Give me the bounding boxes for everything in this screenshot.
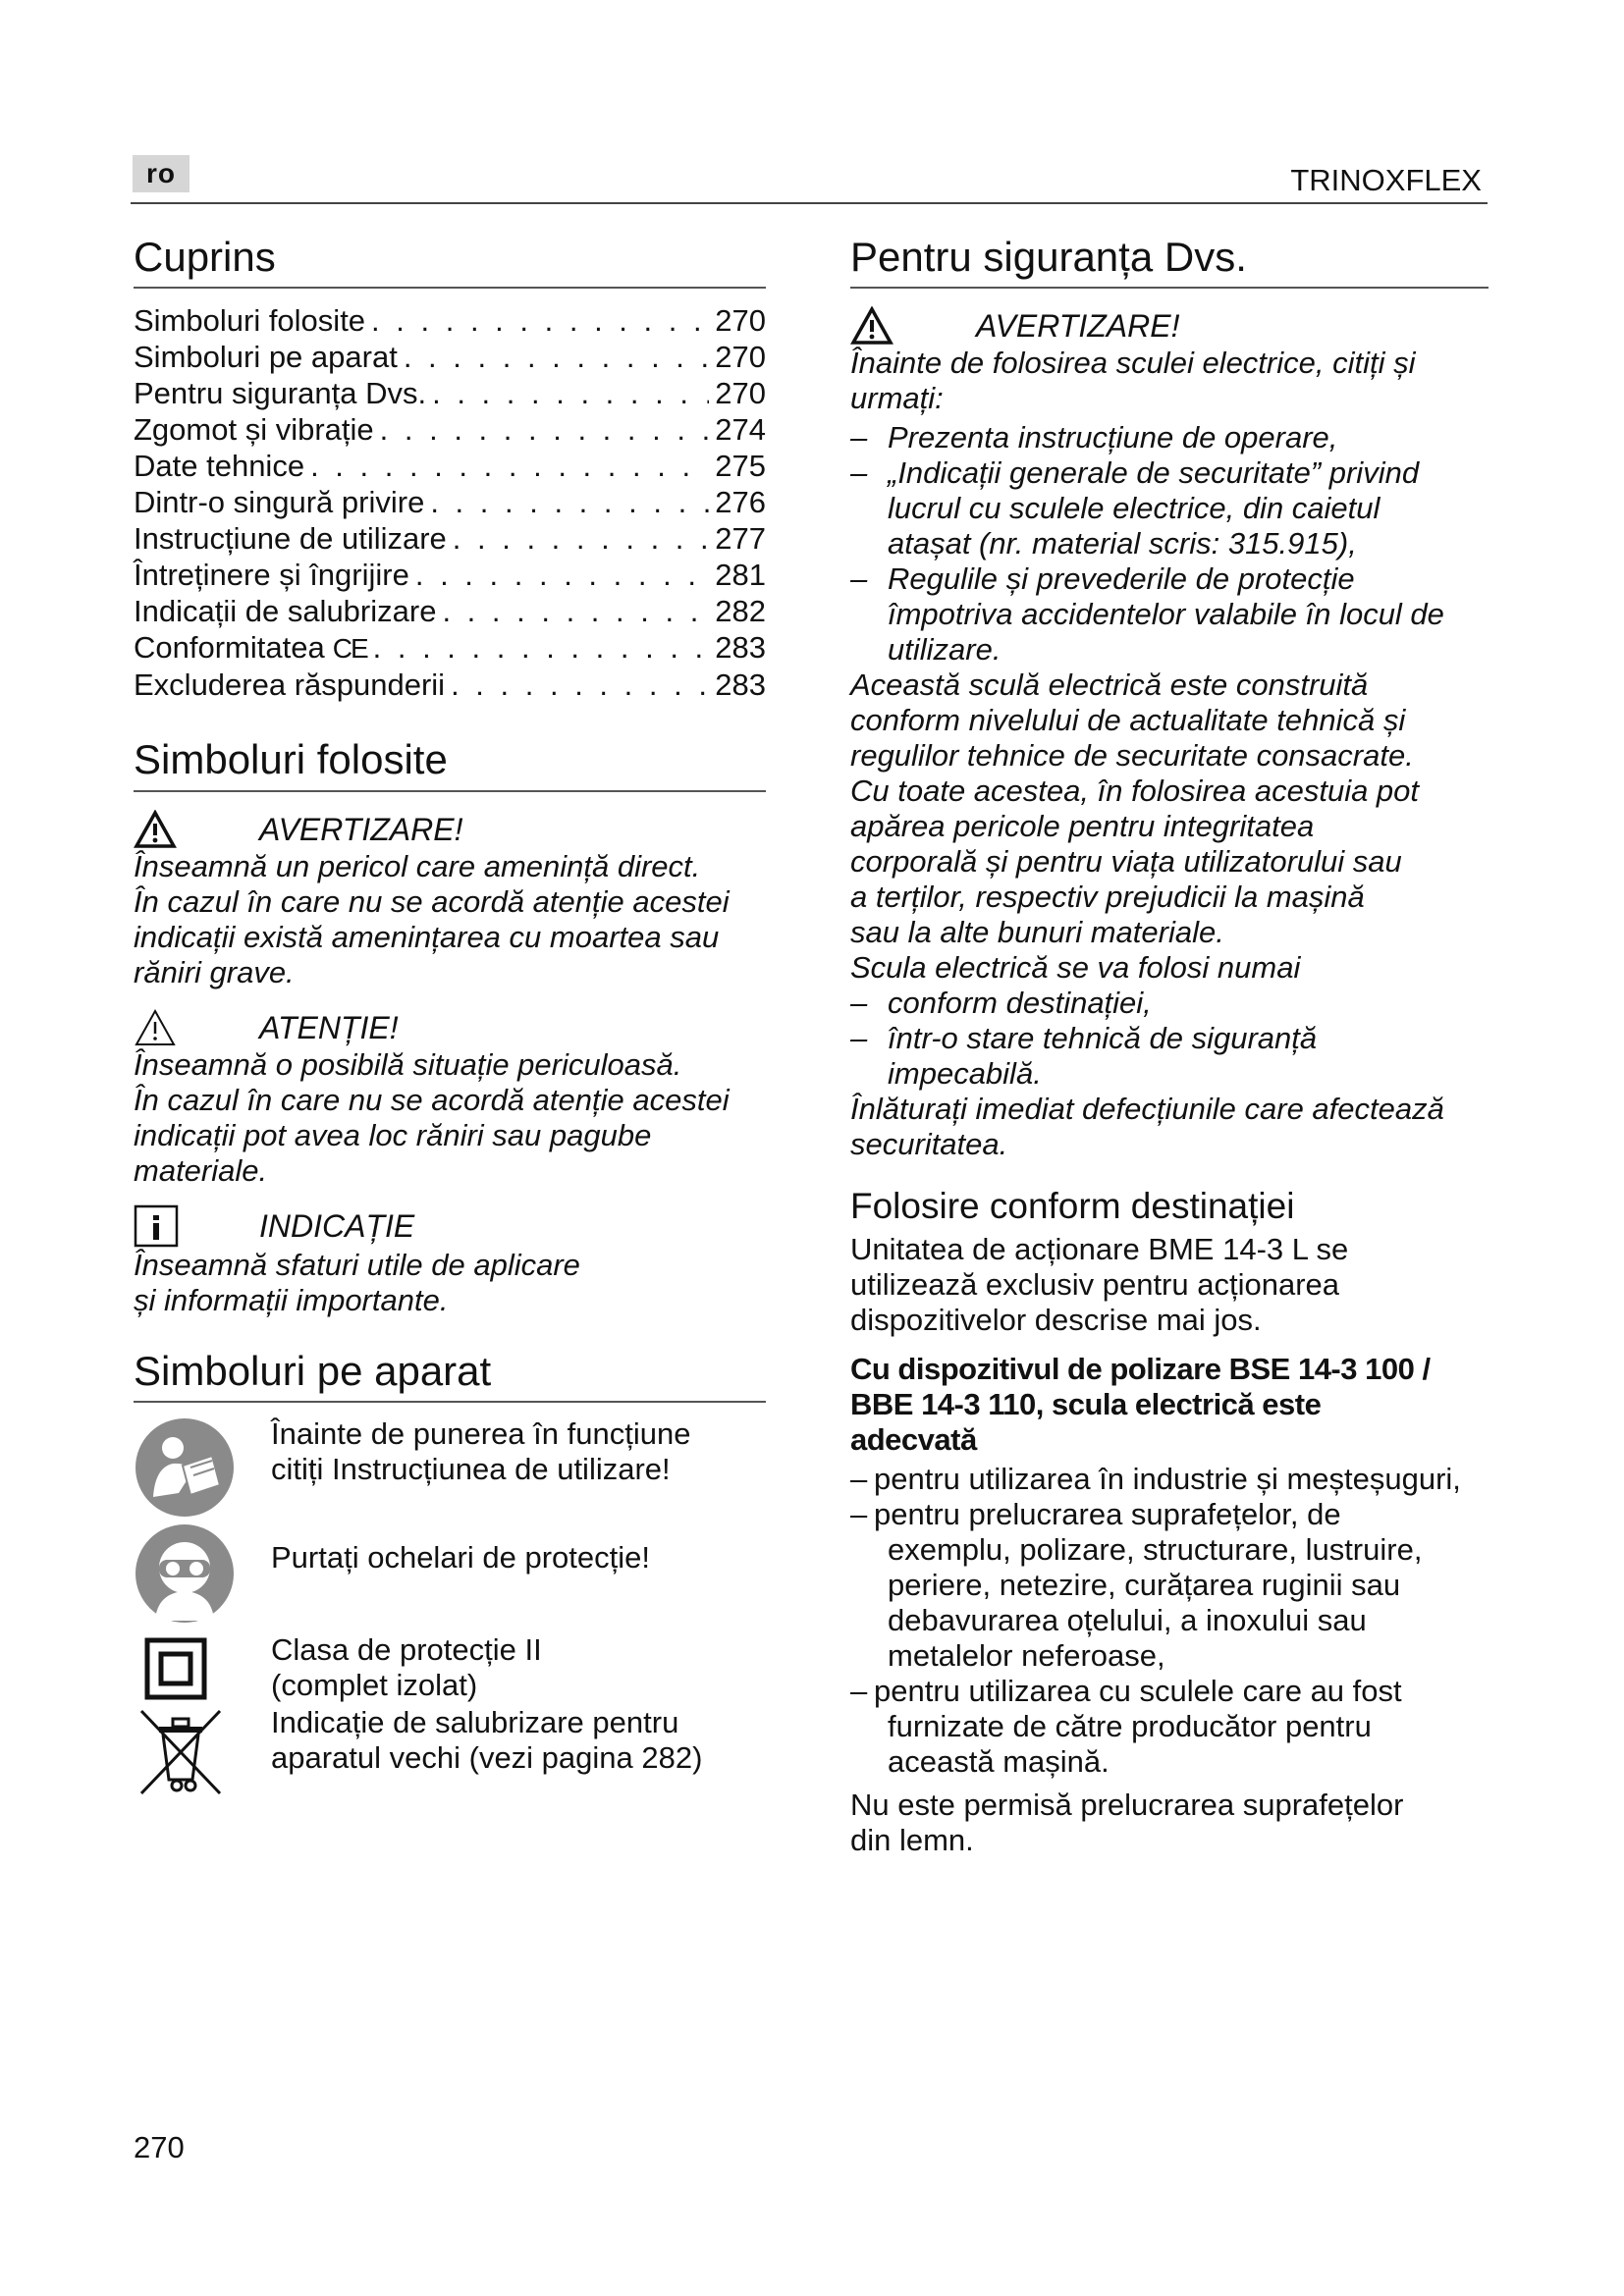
device-symbol-row: Indicație de salubrizare pentru aparatul vechi (vezi pagina 282) [134,1705,766,1799]
intended-use-subheading: Cu dispozitivul de polizare BSE 14-3 100 / BBE 14-3 110, scula electrică este adecvată [850,1351,1431,1457]
toc-entry[interactable]: Zgomot și vibrație . . . 274 [134,411,766,448]
note-block: INDICAȚIE Înseamnă sfaturi utile de aplicare și informații importante. [134,1204,766,1318]
caution-heading: ATENȚIE! [259,1009,399,1045]
toc-entry[interactable]: Dintr-o singură privire . . . 276 [134,484,766,520]
list-item: – Prezenta instrucțiune de operare, [850,420,1489,455]
safety-goggles-icon [134,1522,271,1625]
intended-use-title: Folosire conform destinației [850,1186,1295,1227]
toc-entry[interactable]: Conformitatea CE . . . 283 [134,629,766,667]
intended-use-list [850,1462,1489,1780]
toc-title: Cuprins [134,234,766,289]
page-number: 270 [134,2130,185,2164]
device-symbols-title: Simboluri pe aparat [134,1348,766,1403]
list-item: – Regulile și prevederile de protecție împotriva accidentelor valabile în locul de utilizare. [850,561,1489,667]
toc-entry[interactable]: Întreținere și îngrijire . . . 281 [134,557,766,593]
safety-paragraph: Această sculă electrică este construită conform nivelului de actualitate tehnică și regulilor tehnice de securitate consacrate. Cu toate acestea, în folosirea acestuia pot apărea pericole pentru integritatea corporală și pentru viața utilizatorului sau a terților, respectiv prejudicii la mașină sau la alte bunuri materiale. Scula electrică se va folosi numai [850,667,1420,986]
device-symbol-row: Purtați ochelari de protecție! [134,1522,766,1625]
left-column [134,234,766,1799]
list-item: – „Indicații generale de securitate” privind lucrul cu sculele electrice, din caietul atașat (nr. material scris: 315.915), [850,455,1489,561]
language-badge: ro [133,155,189,192]
table-of-contents [134,302,766,703]
header-divider [131,202,1488,204]
toc-entry[interactable]: Simboluri pe aparat . . . 270 [134,339,766,375]
read-manual-icon [134,1416,271,1519]
right-column: Pentru siguranța Dvs. AVERTIZARE! Înainte de folosirea sculei electrice, citiți și urmați: – Prezenta instrucțiune de operare, – „Indicații generale de securitate” privind lucrul cu sculele electrice, din caietul atașat (nr. material scris: 315.915), – Regulile și prevederile de protecție împotriva accidentelor valabile în locul de utilizare. Această sculă electrică este construită conform nivelului de actualitate tehnică și regulilor tehnice de securitate consacrate. Cu toate acestea, în folosirea acestuia pot apărea pericole pentru integritatea corporală și pentru viața utilizatorului sau a terților, respectiv prejudicii la mașină sau la alte bunuri materiale. Scula electrică se va folosi numai – conform destinației, – într-o stare tehnică de siguranță impecabilă. Înlăturați imediat defecțiunile care afectează securitatea. Folosire conform destinației Unitatea de acționare BME 14-3 L se utilizează exclusiv pentru acționarea dispozitivelor descrise mai jos. Cu dispozitivul de polizare BSE 14-3 100 / BBE 14-3 110, scula electrică este adecvată – pentru utilizarea în industrie și meșteșuguri, – pentru prelucrarea suprafețelor, de exemplu, polizare, structurare, lustruire, periere, netezire, curățarea ruginii sau debavurarea oțelului, a inoxului sau metalelor neferoase, – pentru utilizarea cu sculele care au fost furnizate de către producător pentru această mașină. Nu este permisă prelucrarea suprafețelor din lemn. [850,234,1489,1858]
list-item: – pentru utilizarea în industrie și meșteșuguri, [850,1462,1489,1497]
warning-triangle-icon [134,810,259,849]
crossed-bin-icon [134,1705,271,1799]
warning-block: AVERTIZARE! Înseamnă un pericol care amenință direct. În cazul în care nu se acordă atenție acestei indicații există amenințarea cu moartea sau răniri grave. [134,811,730,989]
symbols-used-title: Simboluri folosite [134,736,766,791]
safety-title: Pentru siguranța Dvs. [850,234,1489,289]
device-symbol-row: Clasa de protecție II (complet izolat) [134,1632,766,1703]
toc-entry[interactable]: Simboluri folosite . . . 270 [134,302,766,339]
device-symbol-row: Înainte de punerea în funcțiune citiți Instrucțiunea de utilizare! [134,1416,766,1519]
warning-triangle-icon [850,306,976,346]
list-item: – pentru utilizarea cu sculele care au fost furnizate de către producător pentru această mașină. [850,1674,1489,1780]
ce-mark-icon: CE [332,633,367,665]
safety-reading-list [850,420,1489,667]
list-item: – conform destinației, [850,986,1489,1021]
toc-entry[interactable]: Pentru siguranța Dvs. . . . 270 [134,375,766,411]
warning-heading: AVERTIZARE! [259,811,463,847]
protection-class-ii-icon [134,1632,271,1701]
info-icon [134,1204,259,1248]
caution-block: ATENȚIE! Înseamnă o posibilă situație periculoasă. În cazul în care nu se acordă atenție acestei indicații pot avea loc răniri sau pagube materiale. [134,1009,730,1188]
safety-conditions-list [850,986,1489,1092]
toc-entry[interactable]: Excluderea răspunderii . . . 283 [134,667,766,703]
caution-triangle-icon [134,1008,259,1047]
list-item: – într-o stare tehnică de siguranță impecabilă. [850,1021,1489,1092]
list-item: – pentru prelucrarea suprafețelor, de exemplu, polizare, structurare, lustruire, periere, netezire, curățarea ruginii sau debavurarea oțelului, a inoxului sau metalelor neferoase, [850,1497,1489,1674]
safety-warning-head [850,306,1489,346]
toc-entry[interactable]: Instrucțiune de utilizare . . . 277 [134,520,766,557]
toc-entry[interactable]: Date tehnice . . . 275 [134,448,766,484]
safety-warning-heading: AVERTIZARE! [976,308,1180,345]
toc-entry[interactable]: Indicații de salubrizare . . . 282 [134,593,766,629]
product-name: TRINOXFLEX [1290,163,1482,197]
note-heading: INDICAȚIE [259,1207,415,1244]
